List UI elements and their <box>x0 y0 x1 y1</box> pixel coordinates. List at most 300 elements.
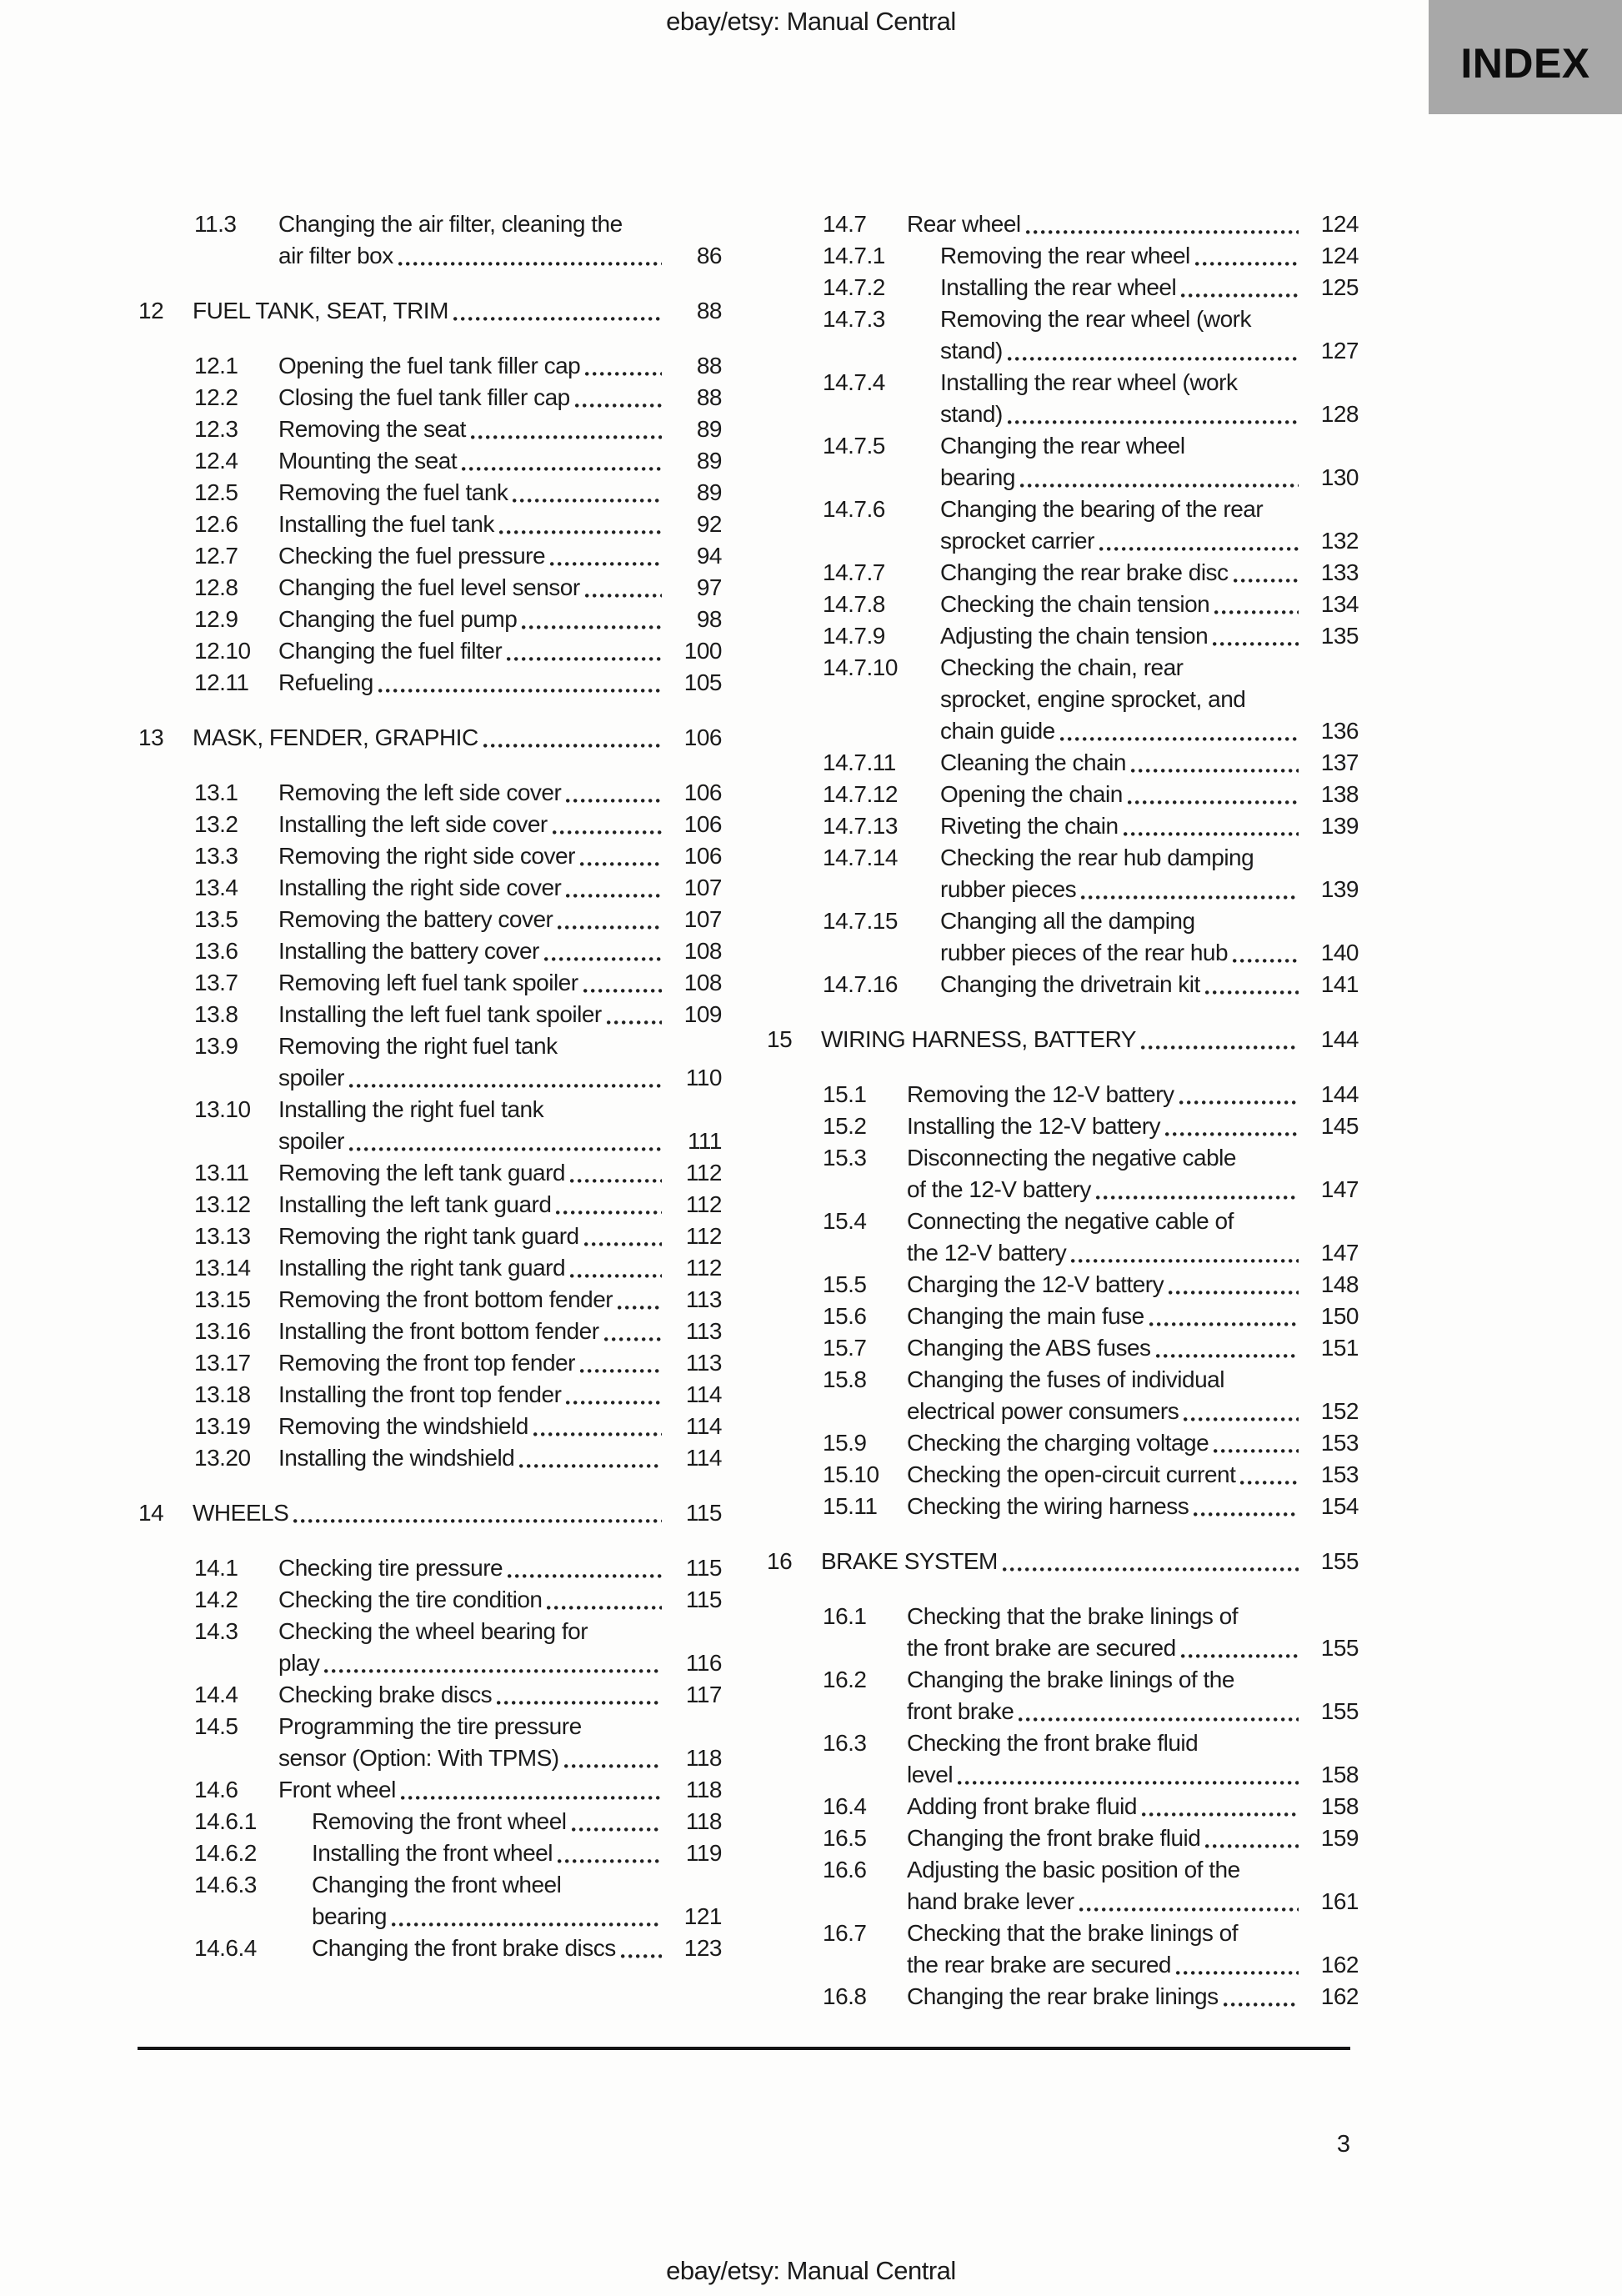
entry-title-text: Connecting the negative cable of <box>907 1208 1234 1234</box>
dot-leader <box>1179 1100 1299 1105</box>
entry-number: 15.4 <box>823 1208 867 1234</box>
entry-title-text: Installing the windshield <box>278 1445 515 1471</box>
entry-title-line <box>907 1364 1305 1396</box>
entry-number: 16.5 <box>823 1825 867 1851</box>
toc-section-row <box>138 1497 722 1529</box>
dot-leader <box>1142 1812 1299 1817</box>
page-number: 136 <box>1320 718 1359 744</box>
toc-section-row <box>767 1546 1359 1577</box>
entry-number: 14 <box>138 1500 164 1526</box>
entry-title-text: Installing the front wheel <box>312 1840 553 1866</box>
page-number: 89 <box>696 416 722 442</box>
entry-title <box>907 1142 1305 1206</box>
toc-entry-row <box>138 777 722 809</box>
dot-leader <box>1026 230 1299 234</box>
entry-title-line <box>278 1094 668 1125</box>
page-number: 128 <box>1320 401 1359 427</box>
entry-number: 14.7.6 <box>823 496 885 522</box>
entry-title-line <box>907 1142 1305 1174</box>
dot-leader <box>553 830 662 835</box>
entry-title <box>278 904 668 935</box>
entry-title <box>278 1189 668 1221</box>
page-number: 153 <box>1320 1430 1359 1456</box>
toc-entry-row <box>138 445 722 477</box>
page-number: 114 <box>685 1445 722 1471</box>
toc-entry-row <box>138 904 722 935</box>
toc-entry-row <box>138 1221 722 1252</box>
entry-number: 14.7 <box>823 211 867 237</box>
toc-entry-row <box>138 667 722 699</box>
entry-title-text: MASK, FENDER, GRAPHIC <box>193 724 478 750</box>
entry-title-line <box>940 810 1305 842</box>
dot-leader <box>1060 737 1299 741</box>
toc-entry-row <box>767 747 1359 779</box>
entry-title-text: Removing the battery cover <box>278 906 553 932</box>
entry-number: 12.6 <box>194 511 238 537</box>
entry-title-line <box>907 1696 1305 1727</box>
entry-title-text: Removing the left side cover <box>278 780 562 805</box>
entry-title-line <box>940 937 1305 969</box>
dot-leader <box>1156 1354 1299 1358</box>
entry-title-line <box>940 874 1305 905</box>
entry-number: 12.10 <box>194 638 251 664</box>
entry-title-line <box>278 1316 668 1347</box>
entry-title <box>278 935 668 967</box>
entry-title-text: Checking the front brake fluid <box>907 1730 1199 1756</box>
toc-entry-row <box>767 1459 1359 1491</box>
entry-title-line <box>907 1664 1305 1696</box>
entry-title <box>278 1030 668 1094</box>
entry-title-text: sprocket, engine sprocket, and <box>940 686 1246 712</box>
page-number: 116 <box>685 1650 722 1676</box>
entry-title-text: Changing the front brake fluid <box>907 1825 1201 1851</box>
entry-title-line <box>907 1301 1305 1332</box>
dot-leader <box>1131 769 1299 773</box>
toc-entry-row <box>138 1316 722 1347</box>
entry-title-line <box>193 1497 668 1529</box>
entry-title-text: Checking the wheel bearing for <box>278 1618 588 1644</box>
entry-title-line <box>907 1206 1305 1237</box>
page-number: 88 <box>696 353 722 378</box>
entry-title <box>940 747 1305 779</box>
entry-title <box>907 1854 1305 1918</box>
entry-number: 16.3 <box>823 1730 867 1756</box>
page-number: 118 <box>685 1808 722 1834</box>
page-number: 134 <box>1320 591 1359 617</box>
toc-entry-row <box>138 1584 722 1616</box>
entry-title <box>278 1774 668 1806</box>
toc-entry-row <box>138 1616 722 1679</box>
toc-entry-row <box>138 208 722 272</box>
entry-title <box>940 810 1305 842</box>
toc-entry-row <box>138 999 722 1030</box>
entry-title-text: Removing the front top fender <box>278 1350 575 1376</box>
dot-leader <box>398 262 662 266</box>
entry-title-text: Checking the chain, rear <box>940 654 1184 680</box>
page-number: 145 <box>1320 1113 1359 1139</box>
entry-title-line <box>278 1252 668 1284</box>
entry-title-line <box>278 1062 668 1094</box>
entry-title-text: Disconnecting the negative cable <box>907 1145 1236 1171</box>
entry-title-line <box>312 1869 668 1901</box>
entry-title-line <box>907 1886 1305 1918</box>
entry-title-text: Installing the rear wheel <box>940 274 1177 300</box>
entry-title-line <box>907 1822 1305 1854</box>
page-number: 153 <box>1320 1461 1359 1487</box>
toc-entry-row <box>767 430 1359 494</box>
entry-title-text: air filter box <box>278 243 393 268</box>
entry-title-text: the rear brake are secured <box>907 1952 1171 1978</box>
entry-number: 14.7.4 <box>823 369 885 395</box>
entry-number: 14.5 <box>194 1713 238 1739</box>
entry-title-line <box>278 1221 668 1252</box>
entry-number: 13.9 <box>194 1033 238 1059</box>
entry-title-text: Removing the right fuel tank <box>278 1033 558 1059</box>
entry-title-text: BRAKE SYSTEM <box>821 1548 998 1574</box>
toc-entry-row <box>138 1189 722 1221</box>
page-number: 161 <box>1320 1888 1359 1914</box>
page-number: 94 <box>696 543 722 569</box>
entry-title <box>940 367 1305 430</box>
entry-number: 16.4 <box>823 1793 867 1819</box>
entry-title-text: front brake <box>907 1698 1014 1724</box>
toc-entry-row <box>138 1774 722 1806</box>
dot-leader <box>1008 357 1299 361</box>
entry-title <box>907 1664 1305 1727</box>
page-number: 106 <box>683 843 722 869</box>
toc-entry-row <box>138 1094 722 1157</box>
entry-title <box>278 1347 668 1379</box>
entry-title-line <box>907 1396 1305 1427</box>
page-number: 139 <box>1320 813 1359 839</box>
toc-section-row <box>138 295 722 327</box>
entry-title-text: Installing the rear wheel (work <box>940 369 1238 395</box>
index-tab <box>1429 0 1622 114</box>
entry-title <box>278 509 668 540</box>
page-number: 124 <box>1320 211 1359 237</box>
dot-leader <box>1176 1971 1299 1975</box>
entry-title-line <box>278 1125 668 1157</box>
toc-entry-row <box>767 1142 1359 1206</box>
page-number: 162 <box>1320 1983 1359 2009</box>
dot-leader <box>499 530 662 534</box>
entry-title-text: Removing the 12-V battery <box>907 1081 1174 1107</box>
entry-number: 15.2 <box>823 1113 867 1139</box>
dot-leader <box>1240 1481 1299 1485</box>
toc-entry-row <box>767 842 1359 905</box>
entry-number: 13.13 <box>194 1223 251 1249</box>
entry-title-line <box>278 1647 668 1679</box>
entry-title-text: Checking the charging voltage <box>907 1430 1209 1456</box>
entry-title-line <box>278 872 668 904</box>
entry-title <box>907 1822 1305 1854</box>
entry-number: 13.16 <box>194 1318 251 1344</box>
toc-entry-row <box>138 809 722 840</box>
entry-title-line <box>278 1552 668 1584</box>
entry-title <box>278 1221 668 1252</box>
page-number: 141 <box>1320 971 1359 997</box>
entry-title-text: level <box>907 1762 954 1787</box>
entry-number: 12 <box>138 298 164 323</box>
entry-title-line <box>907 1269 1305 1301</box>
toc-entry-row <box>767 1791 1359 1822</box>
entry-title-text: Changing all the damping <box>940 908 1195 934</box>
entry-number: 14.7.5 <box>823 433 885 459</box>
entry-title-line <box>278 1157 668 1189</box>
entry-number: 16.8 <box>823 1983 867 2009</box>
entry-title <box>907 1727 1305 1791</box>
entry-title-line <box>278 935 668 967</box>
entry-title-text: the front brake are secured <box>907 1635 1176 1661</box>
entry-title-text: hand brake lever <box>907 1888 1074 1914</box>
entry-title-line <box>907 1491 1305 1522</box>
entry-title-text: Changing the fuses of individual <box>907 1366 1224 1392</box>
page-number: 110 <box>685 1065 722 1090</box>
entry-title <box>278 667 668 699</box>
entry-title-text: Opening the fuel tank filler cap <box>278 353 581 378</box>
dot-leader <box>519 1464 662 1468</box>
page-number: 144 <box>1320 1026 1359 1052</box>
page-number: 113 <box>685 1318 722 1344</box>
entry-title-text: Installing the left side cover <box>278 811 548 837</box>
page-number: 115 <box>685 1587 722 1612</box>
entry-title <box>278 1711 668 1774</box>
entry-number: 12.11 <box>194 669 249 695</box>
entry-title-text: Removing the rear wheel (work <box>940 306 1251 332</box>
page-number: 155 <box>1320 1635 1359 1661</box>
entry-title-text: Front wheel <box>278 1777 396 1802</box>
entry-title <box>278 1679 668 1711</box>
entry-title-text: stand) <box>940 401 1003 427</box>
dot-leader <box>584 1242 662 1246</box>
entry-number: 15 <box>767 1026 793 1052</box>
page-number: 158 <box>1320 1793 1359 1819</box>
toc-entry-row <box>767 1269 1359 1301</box>
entry-title <box>940 905 1305 969</box>
dot-leader <box>1081 895 1299 900</box>
dot-leader <box>378 689 662 693</box>
page-number: 154 <box>1320 1493 1359 1519</box>
entry-number: 12.3 <box>194 416 238 442</box>
dot-leader <box>1214 610 1299 614</box>
dot-leader <box>1184 1417 1299 1421</box>
entry-title <box>278 414 668 445</box>
entry-title-line <box>907 1981 1305 2013</box>
toc-entry-row <box>138 1711 722 1774</box>
entry-title-text: chain guide <box>940 718 1055 744</box>
page-number: 147 <box>1320 1176 1359 1202</box>
entry-title-text: WHEELS <box>193 1500 289 1526</box>
entry-title-text: Cleaning the chain <box>940 749 1126 775</box>
entry-title-text: bearing <box>940 464 1015 490</box>
page-number: 106 <box>683 724 722 750</box>
entry-title <box>312 1837 668 1869</box>
entry-title <box>907 1459 1305 1491</box>
entry-title-text: Adjusting the chain tension <box>940 623 1209 649</box>
dot-leader <box>566 1401 662 1405</box>
entry-title <box>940 303 1305 367</box>
entry-title-line <box>940 715 1305 747</box>
entry-title <box>193 295 668 327</box>
entry-title <box>278 1584 668 1616</box>
entry-title-line <box>278 1189 668 1221</box>
toc-entry-row <box>138 1806 722 1837</box>
toc-entry-row <box>767 494 1359 557</box>
entry-title-line <box>821 1546 1305 1577</box>
toc-entry-row <box>767 1664 1359 1727</box>
page-number: 138 <box>1320 781 1359 807</box>
dot-leader <box>585 372 662 376</box>
dot-leader <box>1213 642 1299 646</box>
toc-entry-row <box>138 477 722 509</box>
toc-entry-row <box>138 1552 722 1584</box>
page-number: 162 <box>1320 1952 1359 1978</box>
toc-entry-row <box>767 1427 1359 1459</box>
page-number: 124 <box>1320 243 1359 268</box>
toc-entry-row <box>138 1379 722 1411</box>
dot-leader <box>558 925 662 930</box>
entry-title-text: Changing the front wheel <box>312 1872 562 1897</box>
dot-leader <box>293 1519 662 1523</box>
entry-title <box>278 967 668 999</box>
entry-title <box>907 1491 1305 1522</box>
page-number: 107 <box>683 906 722 932</box>
dot-leader <box>471 435 662 439</box>
dot-leader <box>1224 2003 1299 2007</box>
dot-leader <box>1079 1907 1299 1912</box>
entry-title-line <box>278 445 668 477</box>
dot-leader <box>497 1701 662 1705</box>
toc-entry-row <box>767 652 1359 747</box>
entry-title-line <box>940 747 1305 779</box>
entry-title-line <box>193 295 668 327</box>
entry-title <box>312 1806 668 1837</box>
dot-leader <box>507 657 662 661</box>
entry-title-line <box>278 1711 668 1742</box>
entry-title-line <box>278 967 668 999</box>
entry-number: 13.4 <box>194 875 238 900</box>
entry-title <box>907 1206 1305 1269</box>
page-number: 144 <box>1320 1081 1359 1107</box>
entry-number: 16.1 <box>823 1603 867 1629</box>
entry-title <box>278 1316 668 1347</box>
dot-leader <box>533 1432 662 1436</box>
entry-number: 15.9 <box>823 1430 867 1456</box>
entry-title-text: Riveting the chain <box>940 813 1119 839</box>
entry-title-text: Changing the main fuse <box>907 1303 1144 1329</box>
entry-title <box>940 272 1305 303</box>
entry-title-line <box>278 414 668 445</box>
dot-leader <box>618 1306 662 1310</box>
toc-entry-row <box>767 303 1359 367</box>
entry-number: 15.1 <box>823 1081 867 1107</box>
entry-title-line <box>278 208 668 240</box>
entry-title <box>278 350 668 382</box>
entry-number: 15.10 <box>823 1461 879 1487</box>
dot-leader <box>572 1827 662 1832</box>
entry-number: 14.7.7 <box>823 559 885 585</box>
entry-title-line <box>940 272 1305 303</box>
entry-title <box>907 1427 1305 1459</box>
entry-title-text: Installing the fuel tank <box>278 511 494 537</box>
toc-entry-row <box>767 1110 1359 1142</box>
entry-title-line <box>940 620 1305 652</box>
dot-leader <box>1008 420 1299 424</box>
toc-entry-row <box>767 1332 1359 1364</box>
entry-number: 14.7.2 <box>823 274 885 300</box>
entry-title-text: the 12-V battery <box>907 1240 1067 1266</box>
entry-title <box>278 477 668 509</box>
entry-title <box>907 1301 1305 1332</box>
toc-entry-row <box>138 1252 722 1284</box>
toc-entry-row <box>138 350 722 382</box>
entry-number: 14.7.8 <box>823 591 885 617</box>
entry-number: 12.1 <box>194 353 238 378</box>
entry-title <box>940 620 1305 652</box>
toc-entry-row <box>767 779 1359 810</box>
toc-column-left <box>138 208 722 1964</box>
entry-title-text: WIRING HARNESS, BATTERY <box>821 1026 1136 1052</box>
entry-title-line <box>907 1079 1305 1110</box>
toc-entry-row <box>138 572 722 604</box>
dot-leader <box>575 404 662 408</box>
page-number: 158 <box>1320 1762 1359 1787</box>
page-number: 118 <box>685 1777 722 1802</box>
entry-title-line <box>278 350 668 382</box>
entry-title <box>940 969 1305 1000</box>
entry-number: 13.2 <box>194 811 238 837</box>
entry-title-line <box>907 1791 1305 1822</box>
page-number: 114 <box>685 1381 722 1407</box>
dot-leader <box>621 1954 662 1958</box>
dot-leader <box>349 1084 662 1088</box>
entry-title-line <box>312 1837 668 1869</box>
index-tab-label: INDEX <box>1460 39 1590 87</box>
dot-leader <box>566 894 662 898</box>
entry-title-line <box>278 904 668 935</box>
entry-title-text: Closing the fuel tank filler cap <box>278 384 570 410</box>
dot-leader <box>558 1859 662 1863</box>
entry-title <box>193 1497 668 1529</box>
page-number: 112 <box>685 1191 722 1217</box>
toc-entry-row <box>138 935 722 967</box>
entry-title-text: spoiler <box>278 1128 344 1154</box>
entry-title-line <box>278 1616 668 1647</box>
page-number: 155 <box>1320 1698 1359 1724</box>
toc-entry-row <box>138 382 722 414</box>
page-number: 140 <box>1320 940 1359 965</box>
entry-title-line <box>907 1174 1305 1206</box>
entry-title-line <box>940 399 1305 430</box>
entry-title-text: Removing the front bottom fender <box>278 1286 613 1312</box>
entry-number: 14.7.13 <box>823 813 898 839</box>
toc-entry-row <box>767 1206 1359 1269</box>
entry-number: 14.6.1 <box>194 1808 257 1834</box>
toc-entry-row <box>767 208 1359 240</box>
page-number: 108 <box>683 970 722 995</box>
entry-title-line <box>907 1918 1305 1949</box>
entry-title-line <box>312 1933 668 1964</box>
entry-number: 13.1 <box>194 780 238 805</box>
entry-number: 13.18 <box>194 1381 251 1407</box>
entry-number: 15.7 <box>823 1335 867 1361</box>
toc-entry-row <box>767 1601 1359 1664</box>
dot-leader <box>547 1606 662 1610</box>
entry-title <box>278 540 668 572</box>
entry-title <box>312 1869 668 1933</box>
entry-title-line <box>278 382 668 414</box>
page-number: 112 <box>685 1223 722 1249</box>
